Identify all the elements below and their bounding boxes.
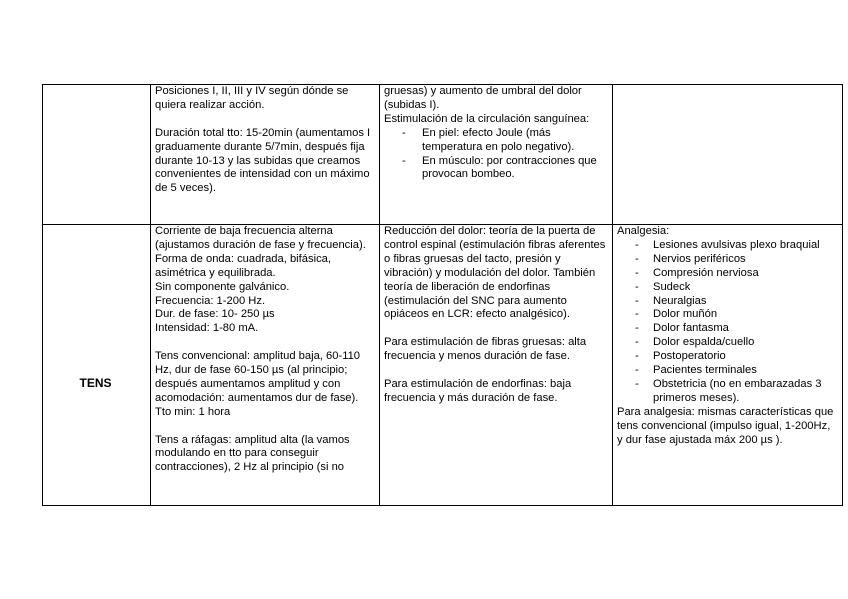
row2-col2-para: Intensidad: 1-80 mA. [155,322,259,335]
col-border-left [42,84,43,506]
row2-col4-cell [617,225,837,504]
row1-col3-dash-item: - En piel: efecto Joule (más temperatura en polo negativo). [384,127,608,155]
row1-col3-dash-item: - En músculo: por contracciones que provocan bombeo. [384,155,608,183]
row1-col2-para: Duración total tto: 15-20min (aumentamos I graduamente durante 5/7min, después fija durante 10-13 y las subidas que creamos convenientes de intensidad con un máximo de 5 veces). [155,126,371,195]
row1-col3-line: gruesas) y aumento de umbral del dolor (subidas I). [384,85,582,111]
list-item: - Nervios periféricos [617,253,837,267]
col-border-right [842,84,843,506]
list-item: - Postoperatorio [617,350,837,364]
row2-col2-para: Dur. de fase: 10- 250 µs [155,308,275,321]
row2-col2-cell [155,225,375,504]
row2-col2-para: Tens a ráfagas: amplitud alta (la vamos modulando en tto para conseguir contracciones), 2 Hz al principio (si no [155,433,350,474]
row1-col3-cell [384,85,608,223]
row2-col2-para: Frecuencia: 1-200 Hz. [155,294,266,307]
row1-col2-cell [155,85,375,223]
row2-col2-para: Forma de onda: cuadrada, bifásica, asimétrica y equilibrada. [155,252,331,279]
row2-col4-tail: Para analgesia: mismas características que tens convencional (impulso igual, 1-200Hz, y dur fase ajustada máx 200 µs ). [617,405,834,446]
row2-label: TENS [79,376,112,390]
list-item: - Dolor espalda/cuello [617,336,837,350]
list-item: - Sudeck [617,281,837,295]
col-border-3 [612,84,613,506]
list-item: - Dolor fantasma [617,322,837,336]
row1-col2-para: Posiciones I, II, III y IV según dónde se quiera realizar acción. [155,85,349,111]
list-item: - Obstetricia (no en embarazadas 3 primeros meses). [617,378,837,406]
row2-col4-heading: Analgesia: [617,225,670,237]
col-border-1 [150,84,151,506]
row2-col2-para: Sin componente galvánico. [155,280,290,293]
row2-col3-para: Reducción del dolor: teoría de la puerta de control espinal (estimulación fibras aferentes o fibras gruesas del tacto, presión y vibración) y modulación del dolor. También teoría de liberación de endorfinas (estimulación del SNC para aumento opiáceos en LCR: efecto analgésico). [384,225,606,321]
list-item: - Neuralgias [617,295,837,309]
row2-col3-para: Para estimulación de endorfinas: baja frecuencia y más duración de fase. [384,377,572,404]
row1-col3-line: Estimulación de la circulación sanguínea: [384,112,590,125]
row2-col3-cell [384,225,608,504]
row2-col3-para: Para estimulación de fibras gruesas: alta frecuencia y menos duración de fase. [384,336,587,363]
col-border-2 [379,84,380,506]
table-bottom-border [42,505,843,506]
list-item: - Dolor muñón [617,308,837,322]
row2-col2-para: Corriente de baja frecuencia alterna (ajustamos duración de fase y frecuencia). [155,225,366,251]
row2-col2-para: Tens convencional: amplitud baja, 60-110 Hz, dur de fase 60-150 µs (al principio; después aumentamos amplitud y con acomodación: aumentamos dur de fase). [155,350,361,404]
list-item: - Lesiones avulsivas plexo braquial [617,239,837,253]
document-table [42,84,843,506]
list-item: - Compresión nerviosa [617,267,837,281]
row2-col2-para: Tto min: 1 hora [155,405,231,418]
list-item: - Pacientes terminales [617,364,837,378]
